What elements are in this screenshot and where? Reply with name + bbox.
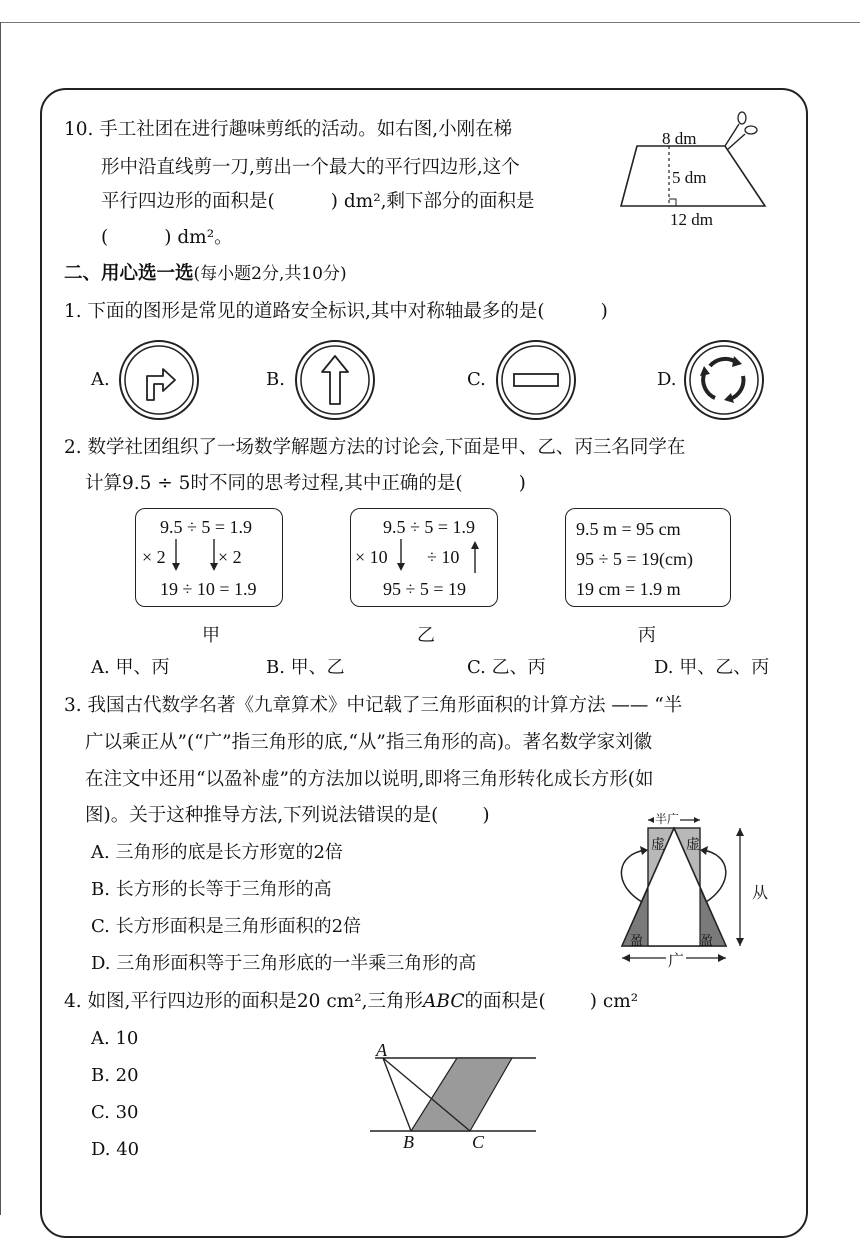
q4-option-c[interactable]: C. 30 bbox=[91, 1102, 139, 1123]
vertex-c-label: C bbox=[472, 1132, 485, 1152]
parallelogram-triangle-figure bbox=[370, 1040, 550, 1145]
q1-stem: 1. 下面的图形是常见的道路安全标识,其中对称轴最多的是( ) bbox=[64, 301, 608, 322]
ying-label-right: 盈 bbox=[700, 934, 714, 949]
q3-option-b[interactable]: B. 长方形的长等于三角形的高 bbox=[91, 879, 332, 900]
ying-label-left: 盈 bbox=[630, 934, 644, 949]
q2-line1: 2. 数学社团组织了一场数学解题方法的讨论会,下面是甲、乙、丙三名同学在 bbox=[64, 437, 686, 458]
student-bing: 丙 bbox=[638, 625, 656, 646]
trapezoid-height-label: 5 dm bbox=[672, 168, 707, 187]
q4-option-d[interactable]: D. 40 bbox=[91, 1139, 140, 1160]
q1-option-a[interactable]: A. bbox=[91, 369, 110, 390]
page-top-edge bbox=[0, 22, 860, 23]
q1-option-c[interactable]: C. bbox=[467, 369, 486, 390]
q3-line2: 广以乘正从”(“广”指三角形的底,“从”指三角形的高)。著名数学家刘徽 bbox=[85, 732, 653, 753]
method-box-jia: 9.5 ÷ 5 = 1.9 × 2 × 2 19 ÷ 10 = 1.9 bbox=[135, 508, 283, 607]
xu-label-right: 虚 bbox=[686, 837, 700, 853]
method-box-yi: 9.5 ÷ 5 = 1.9 × 10 ÷ 10 95 ÷ 5 = 19 bbox=[350, 508, 498, 607]
student-yi: 乙 bbox=[417, 625, 435, 646]
student-jia: 甲 bbox=[202, 625, 220, 646]
down-arrow-icon bbox=[170, 539, 182, 573]
q1-option-b[interactable]: B. bbox=[266, 369, 285, 390]
straight-ahead-sign-icon bbox=[293, 338, 377, 422]
q10-line3: 平行四边形的面积是( ) dm²,剩下部分的面积是 bbox=[101, 191, 535, 212]
method-box-bing: 9.5 m = 95 cm 95 ÷ 5 = 19(cm) 19 cm = 1.9 m bbox=[565, 508, 731, 607]
vertex-a-label: A bbox=[376, 1040, 387, 1060]
q4-option-b[interactable]: B. 20 bbox=[91, 1065, 139, 1086]
scissors-icon bbox=[725, 112, 757, 150]
turn-right-sign-icon bbox=[117, 338, 201, 422]
section-header: 二、用心选一选(每小题2分,共10分) bbox=[64, 263, 347, 284]
half-base-label: 半广 bbox=[655, 812, 680, 826]
q2-option-c[interactable]: C. 乙、丙 bbox=[467, 657, 546, 678]
xu-label-left: 虚 bbox=[651, 837, 665, 853]
q3-line1: 3. 我国古代数学名著《九章算术》中记载了三角形面积的计算方法 —— “半 bbox=[64, 695, 683, 716]
down-arrow-icon bbox=[208, 539, 220, 573]
q3-line4: 图)。关于这种推导方法,下列说法错误的是( ) bbox=[85, 805, 490, 826]
page-left-edge bbox=[0, 22, 1, 1215]
q3-line3: 在注文中还用“以盈补虚”的方法加以说明,即将三角形转化成长方形(如 bbox=[85, 769, 654, 790]
no-entry-sign-icon bbox=[494, 338, 578, 422]
guang-label: 广 bbox=[666, 948, 686, 971]
q3-option-c[interactable]: C. 长方形面积是三角形面积的2倍 bbox=[91, 916, 362, 937]
q10-line2: 形中沿直线剪一刀,剪出一个最大的平行四边形,这个 bbox=[101, 157, 520, 178]
q2-option-a[interactable]: A. 甲、丙 bbox=[91, 657, 170, 678]
vertex-b-label: B bbox=[403, 1132, 414, 1152]
q2-line2: 计算9.5 ÷ 5时不同的思考过程,其中正确的是( ) bbox=[85, 473, 526, 494]
q10-line4: ( ) dm²。 bbox=[101, 227, 233, 248]
q3-option-d[interactable]: D. 三角形面积等于三角形底的一半乘三角形的高 bbox=[91, 953, 477, 974]
cong-label: 从 bbox=[752, 883, 769, 902]
q2-option-b[interactable]: B. 甲、乙 bbox=[266, 657, 345, 678]
q10-line1: 10. 手工社团在进行趣味剪纸的活动。如右图,小刚在梯 bbox=[64, 119, 513, 140]
trapezoid-top-label: 8 dm bbox=[662, 129, 697, 148]
q4-option-a[interactable]: A. 10 bbox=[91, 1028, 139, 1049]
q1-option-d[interactable]: D. bbox=[657, 369, 677, 390]
roundabout-sign-icon bbox=[682, 338, 766, 422]
down-arrow-icon bbox=[395, 539, 407, 573]
q2-option-d[interactable]: D. 甲、乙、丙 bbox=[654, 657, 770, 678]
q4-stem: 4. 如图,平行四边形的面积是20 cm²,三角形ABC的面积是( ) cm² bbox=[64, 991, 639, 1012]
trapezoid-bottom-label: 12 dm bbox=[670, 210, 713, 229]
up-arrow-icon bbox=[469, 539, 481, 573]
q3-option-a[interactable]: A. 三角形的底是长方形宽的2倍 bbox=[91, 842, 343, 863]
